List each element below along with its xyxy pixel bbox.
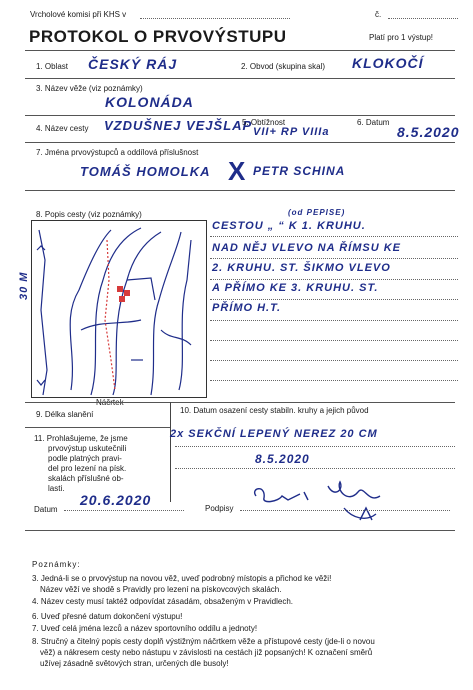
note-item: věž) a nákresem cesty nebo nástupu v závislosti na cestách již popsaných! K označení směrů (40, 648, 373, 657)
signature-label: Podpisy (205, 504, 234, 513)
route-rule-7 (210, 360, 458, 361)
route-line-5: PŘÍMO H.T. (212, 302, 282, 314)
field-11-line-1: 11. Prohlašujeme, že jsme (34, 434, 128, 443)
field-8-note: (od PEPISE) (288, 208, 346, 217)
commission-label: Vrcholové komisi při KHS v (30, 10, 127, 19)
route-rule-6 (210, 340, 458, 341)
row-line-3 (25, 115, 455, 116)
sketch-label: Náčrtek (96, 398, 124, 407)
field-11-line-5: skalách příslušné ob- (48, 474, 124, 483)
row-line-4 (25, 142, 455, 143)
field-1-value: ČESKÝ RÁJ (88, 56, 178, 72)
note-item: 8. Stručný a čitelný popis cesty doplň výstižným náčrtkem věže a přístupové cesty (jde-li o novou (32, 637, 375, 646)
route-rule-1 (210, 236, 458, 237)
date-rule (64, 510, 184, 511)
note-item: 4. Název cesty musí taktéž odpovídat zásadám, obsaženým v Pravidlech. (32, 597, 294, 606)
route-rule-4 (210, 299, 458, 300)
sketch-drawing (31, 220, 207, 398)
route-rule-2 (210, 258, 458, 259)
signature-rule (240, 510, 450, 511)
field-6-value: 8.5.2020 (397, 124, 460, 140)
field-7-value-b: PETR SCHINA (253, 164, 346, 178)
route-rule-3 (210, 279, 458, 280)
validity-note: Platí pro 1 výstup! (369, 33, 434, 42)
field-6-label: 6. Datum (357, 118, 390, 127)
field-10-label: 10. Datum osazení cesty stabiln. kruhy a jejich původ (180, 406, 369, 415)
field-10-rule-1 (175, 446, 455, 447)
date-label: Datum (34, 505, 58, 514)
field-9-label: 9. Délka slanění (36, 410, 94, 419)
page-title: PROTOKOL O PRVOVÝSTUPU (29, 27, 287, 46)
route-rule-5 (210, 320, 458, 321)
field-5-label: 5. Obtížnost (242, 118, 286, 127)
note-item: 7. Uveď celá jména lezců a název sportovního oddílu a jednoty! (32, 624, 258, 633)
date-value: 20.6.2020 (80, 492, 152, 508)
field-3-label: 3. Název věže (viz poznámky) (36, 84, 143, 93)
commission-line (140, 18, 290, 19)
field-11-line-2: prvovýstup uskutečnili (48, 444, 127, 453)
col-divider-9-10 (170, 402, 171, 427)
note-item: 6. Uveď přesné datum dokončení výstupu! (32, 612, 183, 621)
note-item: 3. Jedná-li se o prvovýstup na novou věž, uveď podrobný místopis a přichod ke věži! (32, 574, 332, 583)
route-line-1: CESTOU „ “ K 1. KRUHU. (212, 220, 366, 232)
route-line-4: A PŘÍMO KE 3. KRUHU. ST. (212, 282, 379, 294)
field-10-value-a: 2x SEKČNÍ LEPENÝ NEREZ 20 CM (170, 428, 378, 440)
field-10-value-b: 8.5.2020 (255, 452, 310, 466)
route-rule-8 (210, 380, 458, 381)
route-line-2: NAD NĚJ VLEVO NA ŘÍMSU KE (212, 242, 402, 254)
form-bottom-line (25, 530, 455, 531)
field-4-label: 4. Název cesty (36, 124, 89, 133)
field-7-value-a: TOMÁŠ HOMOLKA (80, 164, 211, 179)
field-4-value: VZDUŠNEJ VEJŠLAP (104, 118, 253, 133)
number-label: č. (375, 10, 382, 19)
field-10-rule-2 (175, 468, 455, 469)
sketch-height: 30 M (18, 271, 30, 300)
field-11-line-6: lasti. (48, 484, 65, 493)
row-line-7 (25, 190, 455, 191)
field-2-label: 2. Obvod (skupina skal) (241, 62, 326, 71)
title-underline (25, 50, 455, 51)
number-line (388, 18, 458, 19)
field-11-line-3: podle platných pravi- (48, 454, 122, 463)
field-3-value: KOLONÁDA (105, 94, 194, 110)
field-11-line-4: del pro lezení na písk. (48, 464, 127, 473)
row-line-1 (25, 78, 455, 79)
field-5-value: VII+ RP VIIIa (253, 126, 330, 138)
signature-scribble (248, 478, 418, 528)
note-item: Název věží ve shodě s Pravidly pro lezení na pískovcových skalách. (40, 585, 282, 594)
note-item: užívej zásadně světových stran, určených dle busoly! (40, 659, 229, 668)
field-2-value: KLOKOČÍ (352, 55, 424, 71)
row-line-8 (25, 402, 455, 403)
field-8-label: 8. Popis cesty (viz poznámky) (36, 210, 142, 219)
row-line-9 (25, 427, 170, 428)
cross-mark: X (228, 156, 247, 186)
route-line-3: 2. KRUHU. ST. ŠIKMO VLEVO (212, 262, 391, 274)
field-7-label: 7. Jména prvovýstupců a oddílová příslušnost (36, 148, 199, 157)
notes-heading: Poznámky: (32, 560, 81, 569)
field-1-label: 1. Oblast (36, 62, 69, 71)
